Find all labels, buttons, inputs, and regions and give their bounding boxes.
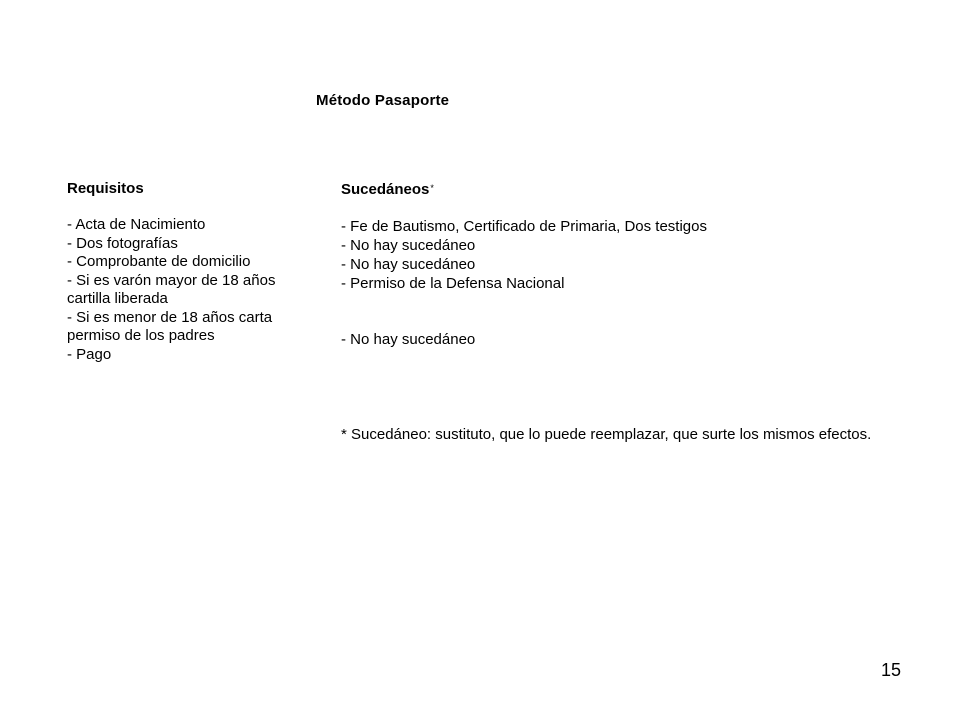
footnote-marker: *	[430, 183, 434, 193]
requisito-item: - Pago	[67, 345, 112, 363]
sucedaneos-section	[341, 181, 921, 349]
requisito-item: - Acta de Nacimiento	[67, 216, 206, 233]
sucedaneo-item: - No hay sucedáneo	[341, 256, 476, 273]
page-title: Método Pasaporte	[316, 92, 450, 109]
sucedaneo-item: - Fe de Bautismo, Certificado de Primaria, Dos testigos	[341, 218, 707, 235]
sucedaneos-heading	[341, 181, 921, 199]
requisito-item: - Si es varón mayor de 18 años cartilla liberada	[67, 271, 276, 307]
requisitos-heading: Requisitos	[67, 180, 144, 197]
requisito-item: - Comprobante de domicilio	[67, 253, 251, 270]
sucedaneo-item: - No hay sucedáneo	[341, 237, 476, 254]
sucedaneos-heading-label: Sucedáneos	[341, 181, 430, 198]
requisitos-section	[67, 180, 307, 364]
sucedaneo-item: - No hay sucedáneo	[341, 331, 476, 348]
requisito-item: - Si es menor de 18 años carta permiso de los padres	[67, 308, 273, 344]
sucedaneo-item: - Permiso de la Defensa Nacional	[341, 275, 565, 292]
footnote: * Sucedáneo: sustituto, que lo puede reemplazar, que surte los mismos efectos.	[341, 426, 872, 443]
requisito-item: - Dos fotografías	[67, 234, 178, 252]
page-number: 15	[881, 660, 902, 680]
